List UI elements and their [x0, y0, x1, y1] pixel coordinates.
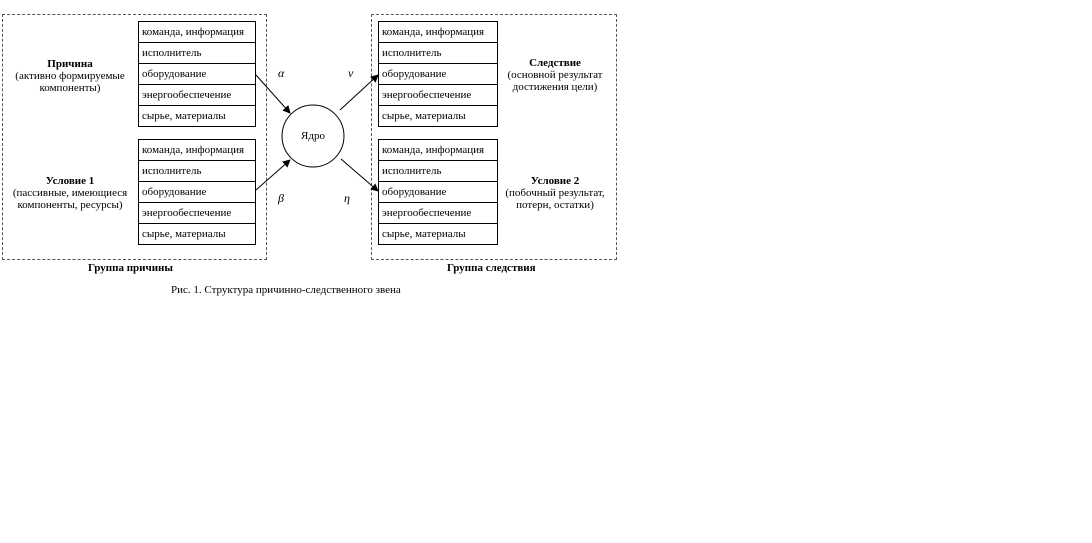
table-cell: энергообеспечение — [379, 203, 498, 224]
condition2-subtitle-line2: потерн, остатки) — [516, 199, 594, 211]
condition2-subtitle-line1: (побочный результат, — [505, 187, 605, 199]
table-cell: исполнитель — [379, 43, 498, 64]
cause-subtitle-line2: компоненты) — [39, 82, 101, 94]
arrow-beta — [256, 160, 290, 190]
table-cell: команда, информация — [139, 22, 256, 43]
beta-label: β — [278, 191, 284, 205]
alpha-label: α — [278, 66, 285, 80]
condition1-title: Условие 1 — [45, 175, 95, 187]
table-cell: оборудование — [379, 64, 498, 85]
table-cell: исполнитель — [379, 161, 498, 182]
table-cell: энергообеспечение — [139, 203, 256, 224]
table-cell: исполнитель — [139, 43, 256, 64]
figure-caption: Рис. 1. Структура причинно-следственного звена — [171, 284, 401, 296]
table-cell: команда, информация — [379, 22, 498, 43]
effect-group-label: Группа следствия — [447, 262, 536, 274]
eta-label: η — [344, 191, 350, 205]
effect-subtitle-line1: (основной результат — [507, 69, 603, 81]
table-cell: исполнитель — [139, 161, 256, 182]
table-cell: оборудование — [379, 182, 498, 203]
table-cell: сырье, материалы — [379, 224, 498, 245]
arrow-nu — [340, 75, 378, 110]
table-cell: команда, информация — [139, 140, 256, 161]
core-label: Ядро — [301, 130, 325, 142]
table-cell: сырье, материалы — [379, 106, 498, 127]
arrow-eta — [341, 159, 378, 191]
cause-subtitle-line1: (активно формируемые — [15, 70, 125, 82]
table-cell: оборудование — [139, 64, 256, 85]
table-cell: сырье, материалы — [139, 224, 256, 245]
table-cell: оборудование — [139, 182, 256, 203]
condition2-title: Условие 2 — [530, 175, 580, 187]
nu-label: ν — [348, 66, 354, 80]
table-cell: сырье, материалы — [139, 106, 256, 127]
table-cell: энергообеспечение — [379, 85, 498, 106]
arrow-alpha — [256, 75, 290, 113]
effect-subtitle-line2: достижения цели) — [512, 81, 598, 93]
table-cell: команда, информация — [379, 140, 498, 161]
table-cell: энергообеспечение — [139, 85, 256, 106]
effect-title: Следствие — [529, 57, 581, 69]
cause-group-label: Группа причины — [88, 262, 173, 274]
cause-title: Причина — [47, 58, 93, 70]
condition1-subtitle-line1: (пассивные, имеющиеся — [12, 187, 128, 199]
condition1-subtitle-line2: компоненты, ресурсы) — [17, 199, 123, 211]
